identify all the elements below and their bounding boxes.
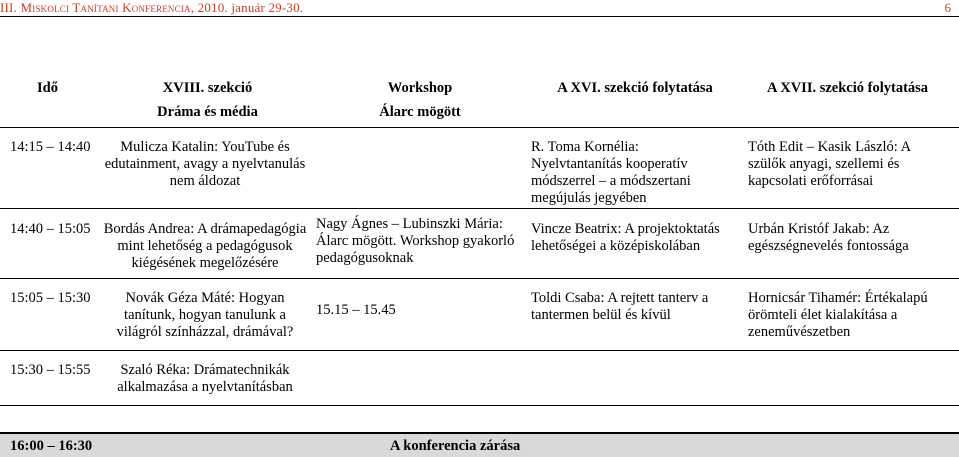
row1-col4-line: szülők anyagi, szellemi és xyxy=(748,156,900,172)
running-header-title xyxy=(0,0,303,16)
row3-col2-line: 15.15 – 15.45 xyxy=(316,302,396,318)
head-time: Idő xyxy=(37,80,58,96)
row1-col4-line: Tóth Edit – Kasik László: A xyxy=(748,139,912,155)
row4-time: 15:30 – 15:55 xyxy=(10,362,91,378)
row1-col1-line: edutainment, avagy a nyelvtanulás xyxy=(104,156,306,172)
row2-col2-line: pedagógusoknak xyxy=(316,250,414,266)
row3-col4-line: Hornicsár Tihamér: Értékalapú xyxy=(748,290,928,306)
head-col2-line1: Workshop xyxy=(387,80,453,96)
row3-separator xyxy=(0,350,959,351)
row3-col4-line: zeneművészetben xyxy=(748,324,851,340)
head-col1-line2: Dráma és média xyxy=(157,104,258,120)
row2-col3-line: lehetőségei a középiskolában xyxy=(531,238,701,254)
row3-col3 xyxy=(531,290,736,324)
row2-col4-line: egészségnevelés fontossága xyxy=(748,238,909,254)
row2-col2-line: Nagy Ágnes – Lubinszki Mária: xyxy=(316,216,503,232)
row3-col1 xyxy=(100,290,310,341)
row2-col1-line: kiégésének megelőzésére xyxy=(131,255,279,271)
closing-label: A konferencia zárása xyxy=(390,438,521,454)
row1-col3-line: módszerrel – a módszertani xyxy=(531,173,691,189)
row3-col4 xyxy=(748,290,953,341)
row1-time: 14:15 – 14:40 xyxy=(10,139,91,155)
running-header xyxy=(0,0,959,14)
row2-col2 xyxy=(316,216,528,267)
row2-col4 xyxy=(748,221,953,255)
row2-col3 xyxy=(531,221,736,255)
head-col1-line1: XVIII. szekció xyxy=(162,80,253,96)
row1-col1 xyxy=(100,139,310,190)
row1-col3-line: R. Toma Kornélia: xyxy=(531,139,639,155)
row1-col3-line: Nyelvtantanítás kooperatív xyxy=(531,156,688,172)
row1-col3 xyxy=(531,139,736,207)
row3-col2 xyxy=(316,302,528,319)
row4-col1-line: Szaló Réka: Drámatechnikák xyxy=(120,362,290,378)
row3-col4-line: örömteli élet kialakítása a xyxy=(748,307,898,323)
row2-col4-line: Urbán Kristóf Jakab: Az xyxy=(748,221,890,237)
closing-time: 16:00 – 16:30 xyxy=(10,438,93,454)
row4-col1 xyxy=(100,362,310,396)
header-rule xyxy=(0,16,959,17)
row2-col1-line: mint lehetőség a pedagógusok xyxy=(117,238,293,254)
row3-col3-line: tantermen belül és kívül xyxy=(531,307,671,323)
row2-col2-line: Álarc mögött. Workshop gyakorló xyxy=(316,233,515,249)
head-col3: A XVI. szekció folytatása xyxy=(557,80,713,96)
row3-col1-line: tanítunk, hogyan tanulunk a xyxy=(124,307,286,323)
row2-col1 xyxy=(100,221,310,272)
row2-col3-line: Vincze Beatrix: A projektoktatás xyxy=(531,221,720,237)
header-prefix: III. xyxy=(0,0,21,15)
row1-col4 xyxy=(748,139,953,190)
row3-col1-line: Novák Géza Máté: Hogyan xyxy=(125,290,285,306)
header-conference-name: Miskolci Tanítani Konferencia xyxy=(20,0,191,15)
row1-col4-line: kapcsolati erőforrásai xyxy=(748,173,874,189)
row4-separator xyxy=(0,405,959,406)
row2-separator xyxy=(0,278,959,279)
row2-time: 14:40 – 15:05 xyxy=(10,221,91,237)
row1-separator xyxy=(0,208,959,209)
page-number: 6 xyxy=(944,0,951,15)
row4-col1-line: alkalmazása a nyelvtanításban xyxy=(117,379,293,395)
header-date: , 2010. január 29-30. xyxy=(190,0,304,15)
head-separator xyxy=(0,127,959,128)
row1-col1-line: nem áldozat xyxy=(169,173,241,189)
head-col2-line2: Álarc mögött xyxy=(379,104,461,120)
row1-col1-line: Mulicza Katalin: YouTube és xyxy=(120,139,290,155)
row1-col3-line: megújulás jegyében xyxy=(531,190,647,206)
row3-col1-line: világról színházzal, drámával? xyxy=(116,324,294,340)
row3-col3-line: Toldi Csaba: A rejtett tanterv a xyxy=(531,290,709,306)
row3-time: 15:05 – 15:30 xyxy=(10,290,91,306)
row2-col1-line: Bordás Andrea: A drámapedagógia xyxy=(103,221,307,237)
head-col4: A XVII. szekció folytatása xyxy=(766,80,929,96)
